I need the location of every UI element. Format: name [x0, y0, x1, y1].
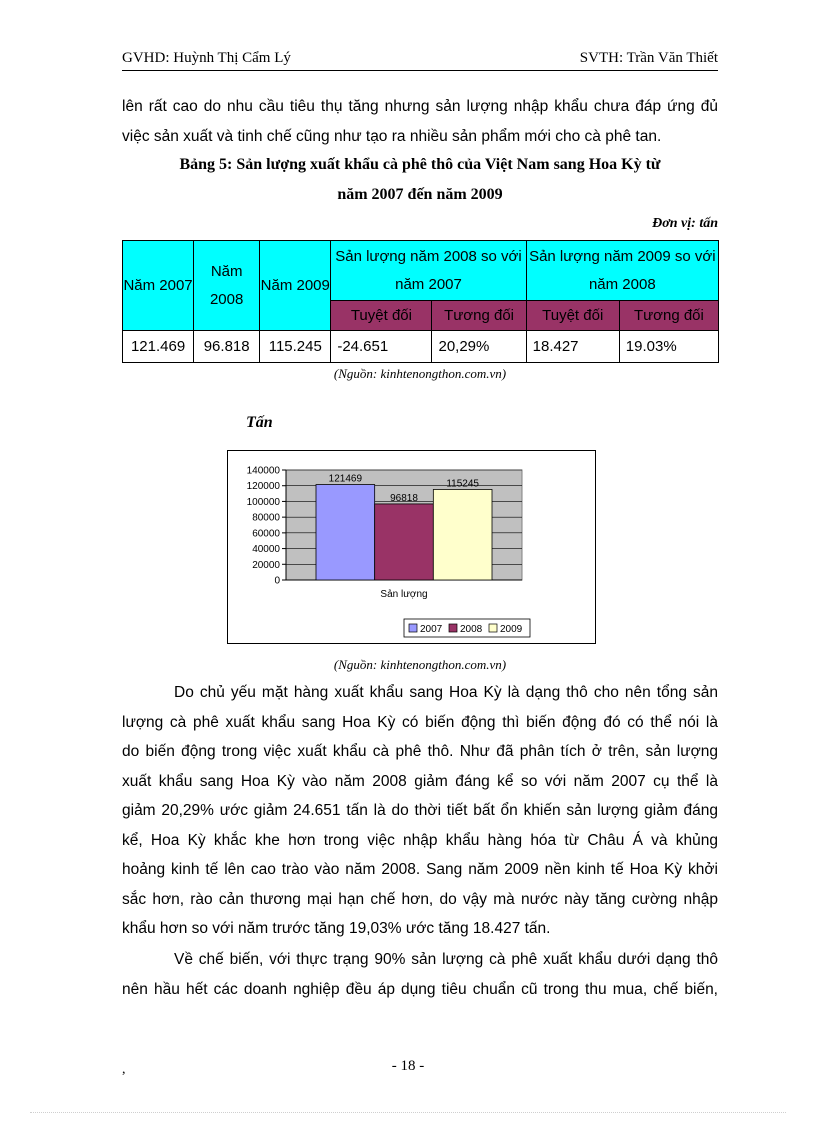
header-relative-2: Tương đối — [619, 301, 718, 331]
header-2008 — [194, 241, 260, 331]
header-advisor: GVHD: Huỳnh Thị Cẩm Lý — [122, 50, 291, 66]
legend-label-2009: 2009 — [500, 624, 523, 635]
text-line: lên rất cao do nhu cầu tiêu thụ tăng nhưng sản lượng nhập khẩu chưa đáp ứng đủ — [122, 98, 718, 115]
table-source: (Nguồn: kinhtenongthon.com.vn) — [333, 366, 507, 381]
legend-label-2007: 2007 — [420, 624, 443, 635]
header-relative-1: Tương đối — [432, 301, 526, 331]
legend-swatch-2008 — [449, 624, 457, 632]
x-category-label: Sản lượng — [380, 589, 428, 600]
cell-relative-1: 20,29% — [432, 331, 526, 363]
table-caption-line2: năm 2007 đến năm 2009 — [337, 186, 503, 203]
intro-paragraph — [122, 92, 718, 151]
header-compare-2009-label: Sản lượng năm 2009 so với năm 2008 — [529, 247, 716, 293]
text-line: kể, Hoa Kỳ khắc khe hơn trong việc nhập khẩu hàng hóa từ Châu Á và khủng — [122, 831, 718, 849]
chart-source: (Nguồn: kinhtenongthon.com.vn) — [333, 657, 507, 672]
table-row — [123, 331, 719, 363]
header-absolute-1: Tuyệt đối — [331, 301, 432, 331]
bar-2007 — [316, 485, 375, 580]
y-tick-label: 0 — [274, 575, 280, 587]
header-compare-2008 — [331, 241, 526, 301]
legend-swatch-2007 — [409, 624, 417, 632]
text-line: Do chủ yếu mặt hàng xuất khẩu sang Hoa Kỳ là dạng thô cho nên tổng sản — [174, 684, 718, 701]
legend-swatch-2009 — [489, 624, 497, 632]
unit-label: Đơn vị: tấn — [652, 216, 718, 231]
bar-2008 — [375, 504, 434, 580]
y-tick-label: 20000 — [252, 559, 280, 571]
text-line: xuất khẩu sang Hoa Kỳ vào năm 2008 giảm đáng kể so với năm 2007 cụ thể là — [122, 772, 718, 790]
data-label-2009: 115245 — [446, 478, 479, 490]
body-paragraph-1 — [122, 678, 718, 944]
header-2007 — [123, 241, 194, 331]
header-absolute-2: Tuyệt đối — [526, 301, 619, 331]
text-line: lượng cà phê xuất khẩu sang Hoa Kỳ có biến động thì biến động đó có thể nói là — [122, 713, 718, 731]
data-label-2008: 96818 — [390, 492, 418, 504]
chart-y-axis-title: Tấn — [246, 414, 273, 431]
text-line: nên hầu hết các doanh nghiệp đều áp dụng tiêu chuẩn cũ trong thu mua, chế biến, — [122, 980, 718, 998]
cell-2008: 96.818 — [194, 331, 260, 363]
header-student: SVTH: Trần Văn Thiết — [579, 50, 718, 66]
bar-2009 — [433, 489, 492, 580]
header-2008-label: Năm 2008 — [209, 262, 244, 308]
header-2009 — [260, 241, 331, 331]
page-edge-divider — [30, 1112, 786, 1113]
text-line: việc sản xuất và tinh chế cũng như tạo ra nhiều sản phẩm mới cho cà phê tan. — [122, 127, 662, 145]
cell-2009: 115.245 — [260, 331, 331, 363]
y-tick-label: 100000 — [246, 496, 280, 508]
table-caption-line1: Bảng 5: Sản lượng xuất khẩu cà phê thô của Việt Nam sang Hoa Kỳ từ — [179, 156, 661, 173]
header-2007-label: Năm 2007 — [123, 276, 193, 294]
cell-2007: 121.469 — [123, 331, 194, 363]
y-tick-label: 40000 — [252, 544, 280, 556]
header-2009-label: Năm 2009 — [260, 276, 330, 294]
footer-mark: , — [122, 1062, 126, 1077]
bar-chart — [228, 451, 595, 643]
text-line: do biến động trong việc xuất khẩu cà phê thô. Như đã phân tích ở trên, sản lượng — [122, 743, 718, 760]
legend-label-2008: 2008 — [460, 624, 483, 635]
page-header — [122, 48, 718, 71]
text-line: Về chế biến, với thực trạng 90% sản lượng cà phê xuất khẩu dưới dạng thô — [174, 951, 718, 968]
text-line: giảm 20,29% ước giảm 24.651 tấn là do thời tiết bất ổn khiến sản lượng giảm đáng — [122, 802, 718, 819]
text-line: khẩu hơn so với năm trước tăng 19,03% ước tăng 18.427 tấn. — [122, 920, 551, 937]
cell-absolute-1: -24.651 — [331, 331, 432, 363]
body-paragraph-2 — [122, 945, 718, 1004]
chart-frame — [227, 450, 596, 644]
export-table — [122, 240, 719, 363]
data-label-2007: 121469 — [328, 473, 363, 485]
y-tick-label: 120000 — [246, 481, 280, 493]
cell-absolute-2: 18.427 — [526, 331, 619, 363]
page-number: - 18 - — [391, 1058, 425, 1074]
text-line: sắc hơn, rào cản thương mại hạn chế hơn, do vậy mà nước này tăng cường nhập — [122, 890, 718, 908]
header-compare-2008-label: Sản lượng năm 2008 so với năm 2007 — [335, 247, 522, 293]
text-line: hoảng kinh tế lên cao trào vào năm 2008. Sang năm 2009 nền kinh tế Hoa Kỳ khởi — [122, 861, 718, 878]
y-tick-label: 80000 — [252, 512, 280, 524]
cell-relative-2: 19.03% — [619, 331, 718, 363]
y-tick-label: 140000 — [246, 465, 280, 477]
y-tick-label: 60000 — [252, 528, 280, 540]
header-compare-2009 — [526, 241, 718, 301]
